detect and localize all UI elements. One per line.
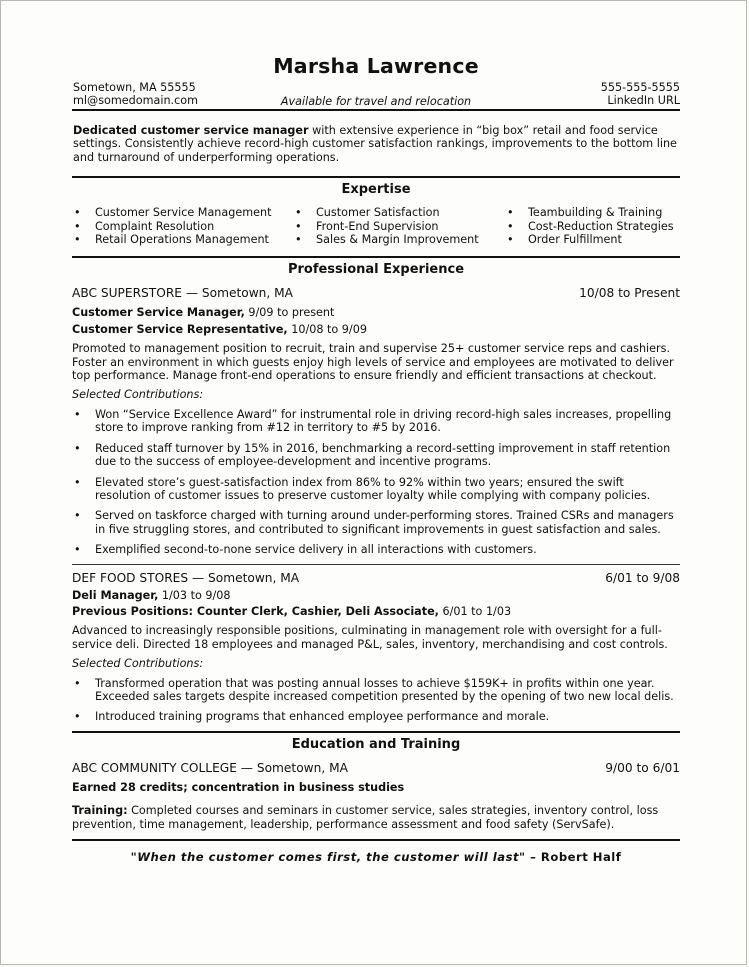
candidate-name: Marsha Lawrence — [273, 54, 479, 78]
employer: ABC SUPERSTORE — Sometown, MA — [72, 286, 294, 301]
job-abc-superstore — [72, 286, 680, 556]
contribution-item: • Transformed operation that was posting annual losses to achieve $159K+ in profits within one year. Exceeded sales targets despite increased competition presented by the opening of two new local delis. — [72, 677, 680, 704]
phone: 555-555-5555 — [600, 81, 680, 94]
expertise-item: • Teambuilding & Training — [505, 206, 680, 219]
contribution-item: • Won “Service Excellence Award” for instrumental role in driving record-high sales increases, propelling store to improve ranking from #12 in territory to #5 by 2016. — [72, 408, 680, 435]
expertise-item: • Customer Satisfaction — [293, 206, 505, 219]
credits: Earned 28 credits; concentration in business studies — [72, 780, 405, 794]
role-line — [72, 323, 680, 336]
header-divider — [72, 109, 680, 111]
expertise-item: • Retail Operations Management — [72, 233, 293, 246]
role-title: Previous Positions: Counter Clerk, Cashier, Deli Associate, — [72, 604, 439, 618]
school: ABC COMMUNITY COLLEGE — Sometown, MA — [72, 760, 348, 775]
job-description: Advanced to increasingly responsible positions, culminating in management role with oversight for a full-service deli. Directed 18 employees and managed P&L, sales, inventory, merchandising and cost controls. — [72, 624, 668, 651]
education-entry — [72, 761, 680, 831]
training — [72, 804, 680, 831]
expertise-divider — [72, 176, 680, 178]
contribution-list — [72, 408, 680, 557]
contribution-item: • Elevated store’s guest-satisfaction index from 86% to 92% within two years; ensured the swift resolution of customer issues to preserve customer loyalty while complying with company policies. — [72, 476, 680, 503]
expertise-item: • Complaint Resolution — [72, 220, 293, 233]
footer-divider — [72, 839, 680, 841]
contact-right — [601, 81, 680, 108]
experience-divider — [72, 256, 680, 258]
resume-body — [72, 53, 680, 864]
contact-block — [72, 81, 680, 109]
job-def-food-stores — [72, 571, 680, 724]
role-title: Deli Manager, — [72, 588, 159, 602]
expertise-column-3 — [505, 206, 680, 246]
closing-quote — [72, 851, 680, 864]
expertise-grid — [72, 206, 680, 246]
quote-author: – Robert Half — [525, 850, 622, 864]
role-dates: 10/08 to 9/09 — [287, 322, 367, 336]
contribution-item: • Exemplified second-to-none service delivery in all interactions with customers. — [72, 543, 680, 556]
job-divider — [72, 564, 680, 565]
role-dates: 9/09 to present — [244, 306, 335, 320]
expertise-item: • Customer Service Management — [72, 206, 293, 219]
summary-text: with extensive experience in “big box” retail and food service settings. Consistently achieve record-high customer satisfaction rankings, improvements to the bottom line and turnaround of underperforming operations. — [73, 124, 677, 164]
training-text: Completed courses and seminars in customer service, sales strategies, inventory control, loss prevention, time management, leadership, performance assessment and food safety (ServSafe). — [72, 804, 659, 831]
contribution-item: • Introduced training programs that enhanced employee performance and morale. — [72, 710, 680, 723]
job-description: Promoted to management position to recruit, train and supervise 25+ customer service reps and cashiers. Foster an environment in which guests enjoy high levels of service and employees are motivated to deliver top performance. Manage front-end operations to ensure friendly and efficient transactions at checkout. — [72, 342, 674, 383]
expertise-column-1 — [72, 206, 293, 246]
expertise-item: • Order Fulfillment — [505, 233, 680, 246]
role-title: Customer Service Representative, — [72, 322, 288, 336]
education-title: Education and Training — [291, 736, 461, 752]
quote-text: "When the customer comes first, the customer will last" — [130, 850, 526, 864]
school-line — [72, 761, 680, 776]
email[interactable]: ml@somedomain.com — [73, 94, 198, 108]
contribution-list — [72, 677, 680, 724]
expertise-column-2 — [293, 206, 505, 246]
role-line — [72, 306, 680, 319]
education-dates: 9/00 to 6/01 — [605, 760, 680, 775]
contribution-item: • Reduced staff turnover by 15% in 2016, benchmarking a record-setting improvement in staff retention due to the success of employee-development and incentive programs. — [72, 442, 680, 469]
expertise-item: • Sales & Margin Improvement — [293, 233, 505, 246]
expertise-item: • Front-End Supervision — [293, 220, 505, 233]
employer: DEF FOOD STORES — Sometown, MA — [72, 570, 300, 585]
role-dates: 6/01 to 1/03 — [438, 604, 512, 618]
contribution-item: • Served on taskforce charged with turning around under-performing stores. Trained CSRs and managers in five struggling stores, and contributed to significant improvements in guest satisfaction and sales. — [72, 509, 680, 536]
training-label: Training: — [72, 804, 128, 818]
expertise-title: Expertise — [341, 182, 411, 198]
education-divider — [72, 731, 680, 733]
summary — [73, 124, 680, 164]
employer-line — [72, 571, 680, 586]
selected-contributions-label: Selected Contributions: — [72, 657, 204, 671]
role-dates: 1/03 to 9/08 — [158, 588, 231, 602]
expertise-item: • Cost-Reduction Strategies — [505, 220, 680, 233]
selected-contributions-label: Selected Contributions: — [72, 388, 204, 402]
employment-dates: 6/01 to 9/08 — [605, 570, 680, 585]
availability: Available for travel and relocation — [280, 95, 472, 108]
role-line — [72, 605, 680, 618]
employer-line — [72, 286, 680, 301]
linkedin[interactable]: LinkedIn URL — [607, 94, 680, 108]
role-line — [72, 589, 680, 602]
experience-title: Professional Experience — [287, 262, 465, 278]
summary-lead: Dedicated customer service manager — [73, 124, 309, 137]
role-title: Customer Service Manager, — [72, 306, 245, 320]
location: Sometown, MA 55555 — [73, 81, 196, 94]
employment-dates: 10/08 to Present — [579, 286, 680, 301]
